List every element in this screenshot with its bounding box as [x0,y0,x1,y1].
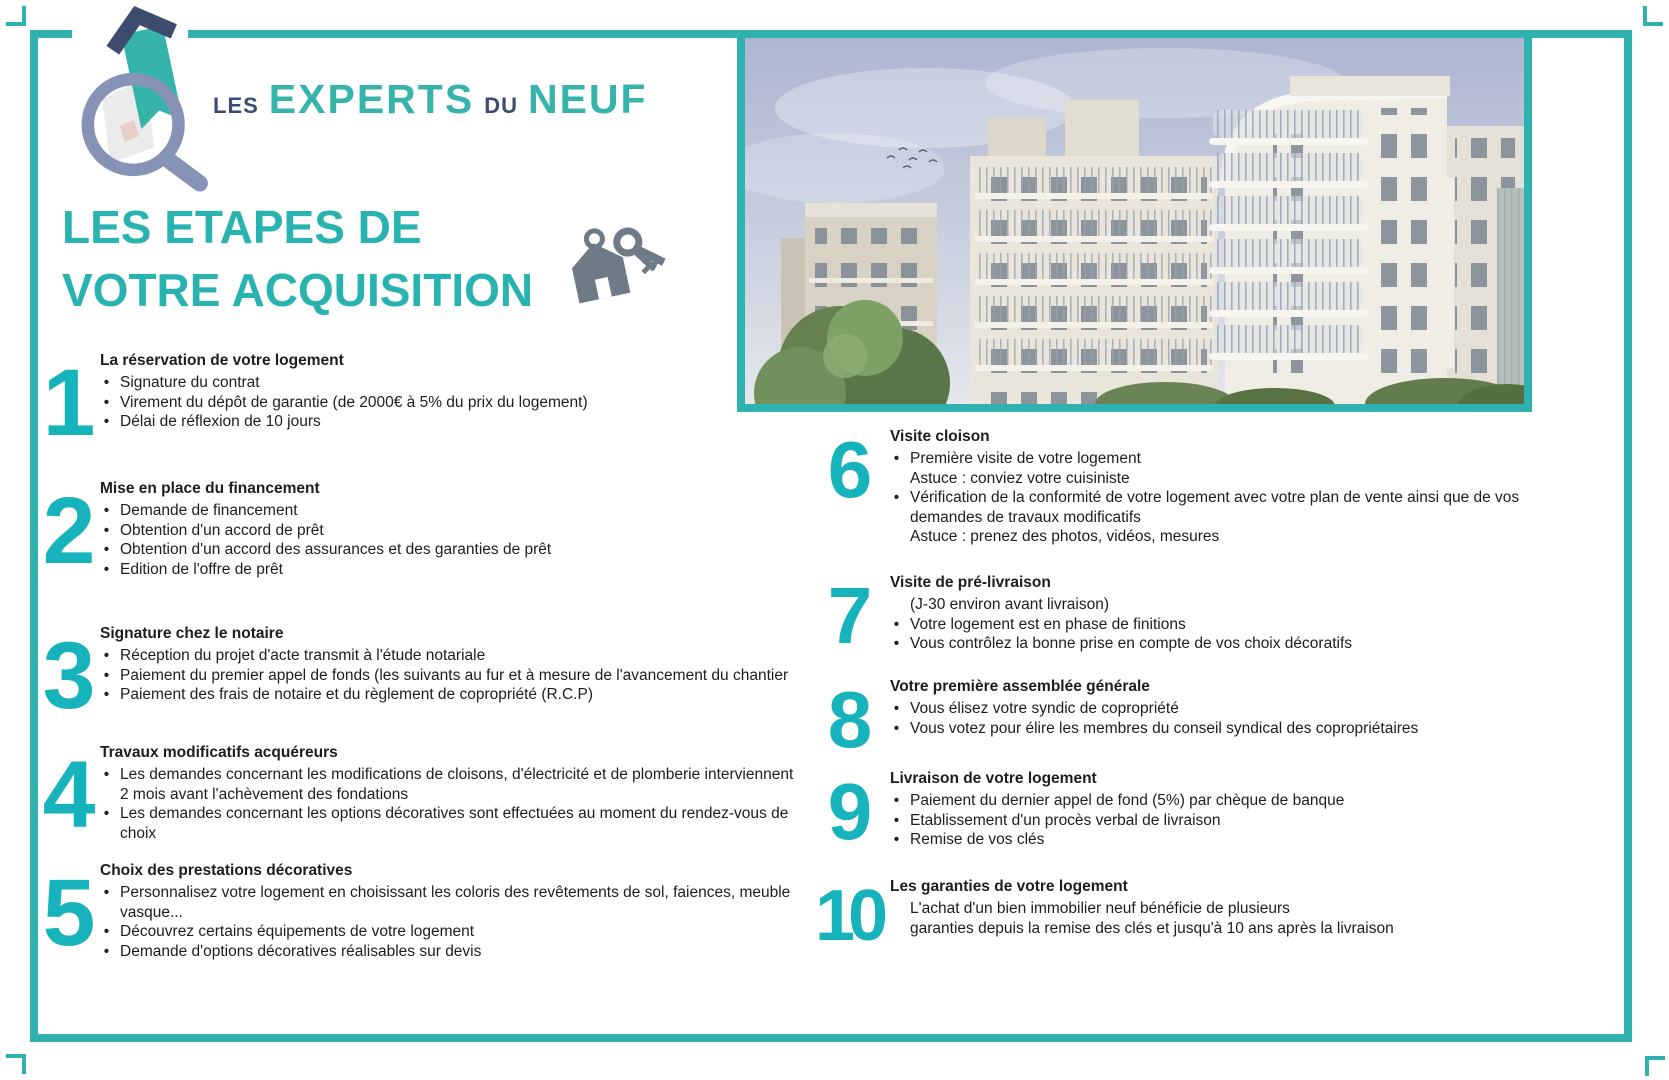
item-text: Réception du projet d'acte transmit à l'étude notariale [120,647,486,664]
item-text: Obtention d'un accord de prêt [120,521,324,539]
item-text: Les demandes concernant les modifications de cloisons, d'électricité et de plomberie interviennent 2 mois avant l'achèvement des fondations [120,766,794,803]
bullet-dot: • [103,502,110,519]
bullet-dot: • [103,647,110,664]
item-text: Découvrez certains équipements de votre logement [120,923,475,941]
bullet-dot: • [893,831,900,849]
step-item [100,393,806,413]
bullet-dot: • [103,666,110,684]
step-item [100,765,806,804]
bullet-dot: • [103,805,110,823]
item-text: Astuce : prenez des photos, vidéos, mesures [910,528,1220,546]
item-text: L'achat d'un bien immobilier neuf bénéficie de plusieurs [910,900,1290,917]
step-item [100,560,806,580]
bullet-dot: • [103,766,110,783]
step-content [100,480,806,579]
item-text: Obtention d'un accord des assurances et des garanties de prêt [120,541,552,559]
bullet-dot: • [103,686,110,704]
step-item [100,804,806,843]
bullet-dot: • [893,811,900,829]
bullet-dot: • [893,700,900,717]
step-content [890,770,1525,850]
bullet-dot: • [103,413,110,431]
step-number: 9 [827,767,873,856]
step-item [890,811,1525,831]
bullet-dot: • [893,450,900,467]
logo-wordmark [213,76,648,123]
logo-word-les: LES [213,93,259,118]
corner-bracket-bottom-right [1645,1056,1665,1076]
step-title: Livraison de votre logement [890,770,1097,787]
step-content [890,428,1525,547]
step-9 [820,767,1525,856]
step-title: Travaux modificatifs acquéreurs [100,744,338,761]
bullet-dot: • [103,393,110,411]
logo-word-experts: EXPERTS [268,76,475,122]
bullet-dot: • [893,635,900,653]
item-text: Demande de financement [120,502,298,519]
house-keys-icon [556,220,674,308]
step-number: 4 [42,742,96,848]
step-title: Choix des prestations décoratives [100,862,353,879]
step-number: 3 [42,623,96,729]
step-1 [40,350,815,456]
bullet-dot: • [893,489,900,507]
step-item [890,488,1525,527]
corner-bracket-bottom-left [6,1054,26,1074]
step-item [890,830,1525,850]
step-item [100,540,806,560]
item-text: Remise de vos clés [910,831,1045,849]
item-text: Vérification de la conformité de votre logement avec votre plan de vente ainsi que de vos demandes de travaux modificatifs [910,489,1520,526]
bullet-dot: • [103,923,110,941]
step-item [890,699,1525,719]
step-item [890,634,1525,654]
step-item [100,373,806,393]
step-content [100,352,806,432]
item-text: Paiement des frais de notaire et du règlement de copropriété (R.C.P) [120,686,593,704]
item-text: Demande d'options décoratives réalisables sur devis [120,942,482,960]
step-title: La réservation de votre logement [100,352,344,369]
step-content [100,862,806,961]
page-title-line2: VOTRE ACQUISITION [62,264,534,316]
step-item [100,922,806,942]
building-photo-illustration [745,38,1524,404]
step-item [100,666,806,686]
step-number: 10 [814,876,882,956]
step-2 [40,478,815,584]
item-text: Etablissement d'un procès verbal de livraison [910,811,1221,829]
step-item [100,501,806,521]
step-title: Mise en place du financement [100,480,320,497]
item-text: garanties depuis la remise des clés et jusqu'à 10 ans après la livraison [910,919,1394,937]
bullet-dot: • [893,792,900,809]
item-text: Première visite de votre logement [910,450,1141,467]
step-item [100,883,806,922]
bullet-dot: • [103,521,110,539]
page-title [62,196,533,322]
step-4 [40,742,815,848]
bullet-dot: • [893,719,900,737]
step-title: Visite de pré-livraison [890,574,1051,591]
step-number: 6 [827,425,873,514]
step-item [890,899,1525,919]
step-5 [40,860,815,966]
step-item [890,615,1525,635]
step-content [890,574,1525,654]
step-10 [814,876,1525,956]
item-text: Vous élisez votre syndic de copropriété [910,700,1179,717]
step-title: Visite cloison [890,428,990,445]
step-item [100,942,806,962]
item-text: Vous contrôlez la bonne prise en compte de vos choix décoratifs [910,635,1353,653]
page-title-line1: LES ETAPES DE [62,201,422,253]
step-content [100,744,806,843]
bullet-dot: • [103,560,110,578]
logo-word-neuf: NEUF [527,76,648,122]
step-title: Signature chez le notaire [100,625,284,642]
step-item [890,791,1525,811]
step-number: 2 [42,478,96,584]
step-8 [820,675,1525,764]
item-text: Paiement du premier appel de fonds (les suivants au fur et à mesure de l'avancement du chantier [120,666,789,684]
item-text: Paiement du dernier appel de fond (5%) par chèque de banque [910,792,1345,809]
bullet-dot: • [893,615,900,633]
logo-word-du: DU [484,93,518,118]
item-text: Délai de réflexion de 10 jours [120,413,321,431]
step-7 [820,571,1525,660]
corner-bracket-top-left [6,6,26,26]
step-item [890,449,1525,469]
step-item [890,527,1525,547]
step-item [100,685,806,705]
step-title: Les garanties de votre logement [890,878,1128,895]
house-magnifier-logo-icon [56,2,220,192]
bullet-dot: • [103,942,110,960]
step-number: 8 [827,675,873,764]
item-text: Votre logement est en phase de finitions [910,615,1186,633]
item-text: Signature du contrat [120,374,260,391]
bullet-dot: • [103,374,110,391]
step-item [890,469,1525,489]
step-item [100,646,806,666]
item-text: Vous votez pour élire les membres du conseil syndical des copropriétaires [910,719,1419,737]
step-item [100,521,806,541]
step-content [890,678,1525,738]
building-photo [737,30,1532,412]
item-text: Astuce : conviez votre cuisiniste [910,469,1130,487]
step-item [890,919,1525,939]
step-number: 7 [827,571,873,660]
corner-bracket-top-right [1643,6,1663,26]
bullet-dot: • [103,884,110,901]
step-number: 1 [42,350,96,456]
step-title: Votre première assemblée générale [890,678,1150,695]
item-text: (J-30 environ avant livraison) [910,596,1110,613]
step-number: 5 [42,860,96,966]
step-3 [40,623,815,729]
step-content [100,625,806,705]
item-text: Personnalisez votre logement en choisissant les coloris des revêtements de sol, faiences, meuble vasque... [120,884,791,921]
bullet-dot: • [103,541,110,559]
step-item [100,412,806,432]
step-content [890,878,1525,938]
step-6 [820,425,1525,547]
step-item [890,595,1525,615]
item-text: Les demandes concernant les options décoratives sont effectuées au moment du rendez-vous de choix [120,805,789,842]
item-text: Virement du dépôt de garantie (de 2000€ à 5% du prix du logement) [120,393,588,411]
step-item [890,719,1525,739]
item-text: Edition de l'offre de prêt [120,560,283,578]
